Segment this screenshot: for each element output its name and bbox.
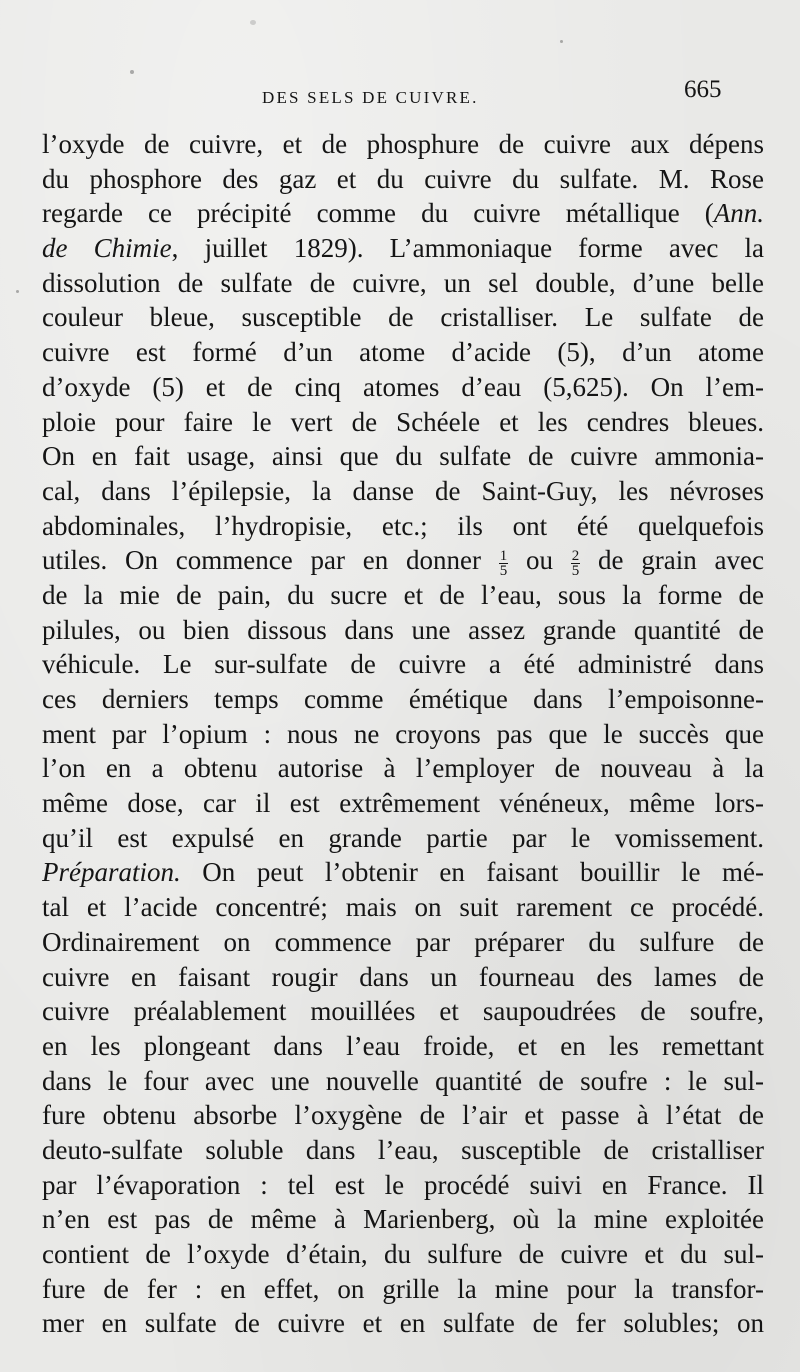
- running-head: DES SELS DE CUIVRE.: [262, 88, 479, 107]
- text-line: l’on en a obtenu autorise à l’employer de nouveau à la: [42, 753, 764, 784]
- page-header: [0, 76, 800, 116]
- text-line: fure obtenu absorbe l’oxygène de l’air et passe à l’état de: [42, 1100, 764, 1131]
- text-line: de Chimie, juillet 1829). L’ammoniaque forme avec la: [42, 233, 764, 264]
- text-line: pilules, ou bien dissous dans une assez grande quantité de: [42, 614, 764, 645]
- text-line: n’en est pas de même à Marienberg, où la mine exploitée: [42, 1204, 764, 1235]
- text-line: l’oxyde de cuivre, et de phosphure de cuivre aux dépens: [42, 129, 764, 159]
- paper-speck: [16, 290, 19, 293]
- text-line: couleur bleue, susceptible de cristalliser. Le sulfate de: [42, 302, 764, 333]
- text-line: de la mie de pain, du sucre et de l’eau, sous la forme de: [42, 579, 764, 610]
- text-line: ces derniers temps comme émétique dans l’empoisonne-: [42, 684, 764, 714]
- text-line: regarde ce précipité comme du cuivre métallique (Ann.: [42, 198, 764, 229]
- text-line: en les plongeant dans l’eau froide, et en les remettant: [42, 1030, 764, 1061]
- page-number: 665: [684, 76, 722, 103]
- text-line: fure de fer : en effet, on grille la mine pour la transfor-: [42, 1273, 764, 1304]
- text-line: ploie pour faire le vert de Schéele et les cendres bleues.: [42, 406, 764, 437]
- text-line: même dose, car il est extrêmement vénéneux, même lors-: [42, 788, 764, 819]
- text-line: Préparation. On peut l’obtenir en faisant bouillir le mé-: [42, 857, 764, 888]
- text-line: dans le four avec une nouvelle quantité de soufre : le sul-: [42, 1065, 764, 1096]
- text-line: du phosphore des gaz et du cuivre du sulfate. M. Rose: [42, 163, 764, 194]
- text-line: qu’il est expulsé en grande partie par le vomissement.: [42, 822, 764, 853]
- text-line: par l’évaporation : tel est le procédé suivi en France. Il: [42, 1169, 764, 1200]
- text-line: dissolution de sulfate de cuivre, un sel double, d’une belle: [42, 267, 764, 298]
- text-line: cuivre en faisant rougir dans un fourneau des lames de: [42, 961, 764, 992]
- text-line: deuto-sulfate soluble dans l’eau, susceptible de cristalliser: [42, 1134, 764, 1165]
- text-line: abdominales, l’hydropisie, etc.; ils ont été quelquefois: [42, 510, 764, 541]
- paper-speck: [560, 40, 563, 43]
- text-line: d’oxyde (5) et de cinq atomes d’eau (5,625). On l’em-: [42, 371, 764, 402]
- body-text: [42, 127, 764, 1341]
- paper-speck: [250, 20, 256, 25]
- text-line: cal, dans l’épilepsie, la danse de Saint-Guy, les névroses: [42, 475, 764, 506]
- fraction: $\frac{1}{5}$: [499, 547, 508, 578]
- paper-speck: [130, 70, 134, 74]
- text-line: contient de l’oxyde d’étain, du sulfure de cuivre et du sul-: [42, 1239, 764, 1269]
- text-line: utiles. On commence par en donner $\frac{1}{5}$ ou $\frac{2}{5}$ de grain avec: [42, 545, 764, 578]
- text-line: tal et l’acide concentré; mais on suit rarement ce procédé.: [42, 892, 764, 923]
- text-line: Ordinairement on commence par préparer du sulfure de: [42, 926, 764, 957]
- text-line: ment par l’opium : nous ne croyons pas que le succès que: [42, 718, 764, 749]
- fraction: $\frac{2}{5}$: [571, 547, 580, 578]
- text-line: On en fait usage, ainsi que du sulfate de cuivre ammonia-: [42, 441, 764, 472]
- text-line: cuivre préalablement mouillées et saupoudrées de soufre,: [42, 996, 764, 1027]
- text-line: véhicule. Le sur-sulfate de cuivre a été administré dans: [42, 649, 764, 680]
- text-line: mer en sulfate de cuivre et en sulfate de fer solubles; on: [42, 1308, 764, 1339]
- text-line: cuivre est formé d’un atome d’acide (5), d’un atome: [42, 337, 764, 368]
